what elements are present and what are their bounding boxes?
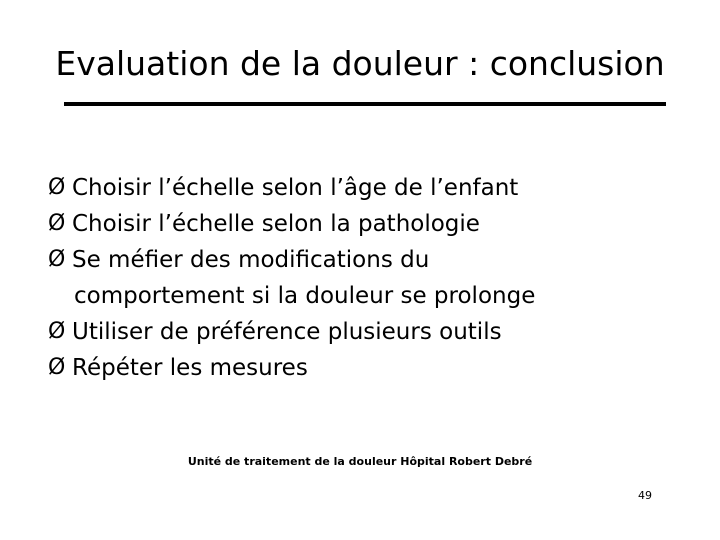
bullet-text: Choisir l’échelle selon la pathologie — [72, 211, 480, 237]
arrowhead-icon: Ø — [48, 247, 66, 272]
bullet-item — [48, 170, 688, 206]
bullet-text: Utiliser de préférence plusieurs outils — [72, 319, 502, 345]
title-underline — [64, 102, 666, 106]
slide-title: Evaluation de la douleur : conclusion — [55, 44, 665, 83]
bullet-text: Répéter les mesures — [72, 355, 308, 381]
slide-footer: Unité de traitement de la douleur Hôpital Robert Debré — [187, 455, 533, 468]
arrowhead-icon: Ø — [48, 175, 66, 200]
bullet-text-continuation: comportement si la douleur se prolonge — [74, 283, 536, 309]
bullet-text: Se méfier des modifications du — [72, 247, 430, 273]
arrowhead-icon: Ø — [48, 355, 66, 380]
page-number: 49 — [638, 489, 652, 502]
bullet-text: Choisir l’échelle selon l’âge de l’enfant — [72, 175, 519, 201]
bullet-item — [48, 314, 688, 350]
bullet-item — [48, 350, 688, 386]
bullet-item — [48, 242, 688, 314]
bullet-list — [48, 170, 688, 386]
arrowhead-icon: Ø — [48, 319, 66, 344]
arrowhead-icon: Ø — [48, 211, 66, 236]
bullet-item — [48, 206, 688, 242]
